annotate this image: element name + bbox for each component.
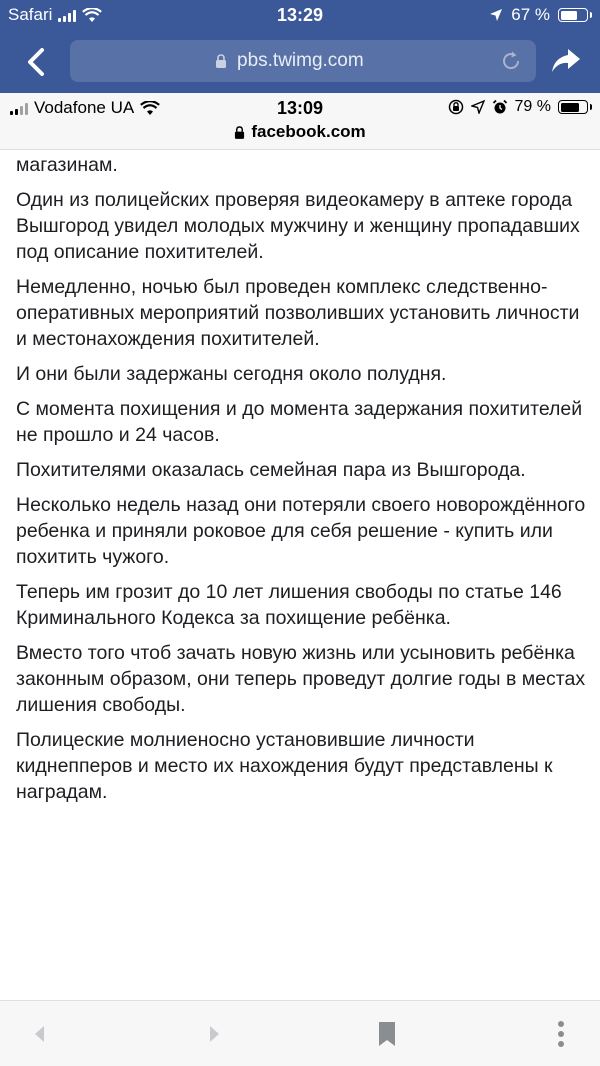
address-text: pbs.twimg.com [237, 50, 364, 71]
paragraph: магазинам. [16, 154, 118, 176]
battery-icon [558, 100, 588, 114]
outer-nav-bar [0, 38, 600, 84]
paragraph: Вместо того чтоб зачать новую жизнь или усыновить ребёнка законным образом, они теперь проведут долгие годы в местах лишения свободы. [16, 642, 586, 716]
location-icon [489, 8, 503, 22]
paragraph: С момента похищения и до момента задержания похитителей не прошло и 24 часов. [16, 398, 583, 446]
paragraph: Немедленно, ночью был проведен комплекс следственно-оперативных мероприятий позволивших установить личности и местонахождения похитителей. [16, 276, 580, 350]
bottom-toolbar [0, 1000, 600, 1066]
lock-icon [215, 54, 227, 68]
paragraph: И они были задержаны сегодня около полудня. [16, 363, 447, 385]
orientation-lock-icon [448, 99, 464, 115]
outer-status-bar [0, 0, 600, 32]
alarm-icon [492, 99, 508, 115]
paragraph: Несколько недель назад они потеряли своего новорождённого ребенка и приняли роковое для себя решение - купить или похитить чужого. [16, 494, 586, 568]
outer-carrier: Safari [8, 5, 53, 24]
location-icon [471, 100, 485, 114]
inner-battery-percent: 79 % [514, 98, 551, 115]
inner-url-bar[interactable] [0, 120, 600, 150]
inner-status-right [448, 98, 588, 116]
inner-carrier: Vodafone UA [34, 98, 135, 117]
lock-icon [234, 126, 245, 139]
battery-icon [558, 8, 588, 22]
address-bar[interactable] [70, 40, 536, 82]
paragraph: Похитителями оказалась семейная пара из Вышгорода. [16, 459, 526, 481]
bookmark-icon[interactable] [372, 1019, 402, 1049]
inner-status-bar [0, 93, 600, 123]
outer-status-right [489, 5, 588, 25]
inner-domain: facebook.com [251, 122, 366, 141]
more-icon[interactable] [546, 1019, 576, 1049]
safari-chrome [0, 0, 600, 93]
reload-icon[interactable] [498, 48, 524, 74]
share-icon[interactable] [550, 46, 582, 76]
outer-battery-percent: 67 % [511, 5, 550, 24]
paragraph: Полицеские молниеносно установившие личности киднепперов и место их нахождения будут представлены к наградам. [16, 729, 553, 803]
post-body [16, 152, 586, 814]
inner-time: 13:09 [276, 98, 324, 118]
paragraph: Один из полицейских проверяя видеокамеру в аптеке города Вышгород увидел молодых мужчину и женщину пропадавших под описание похитителей. [16, 189, 580, 263]
back-arrow-icon[interactable] [26, 1019, 56, 1049]
back-chevron-icon[interactable] [20, 42, 56, 82]
outer-time: 13:29 [276, 5, 324, 25]
paragraph: Теперь им грозит до 10 лет лишения свободы по статье 146 Криминального Кодекса за похищение ребёнка. [16, 581, 562, 629]
forward-arrow-icon[interactable] [198, 1019, 228, 1049]
